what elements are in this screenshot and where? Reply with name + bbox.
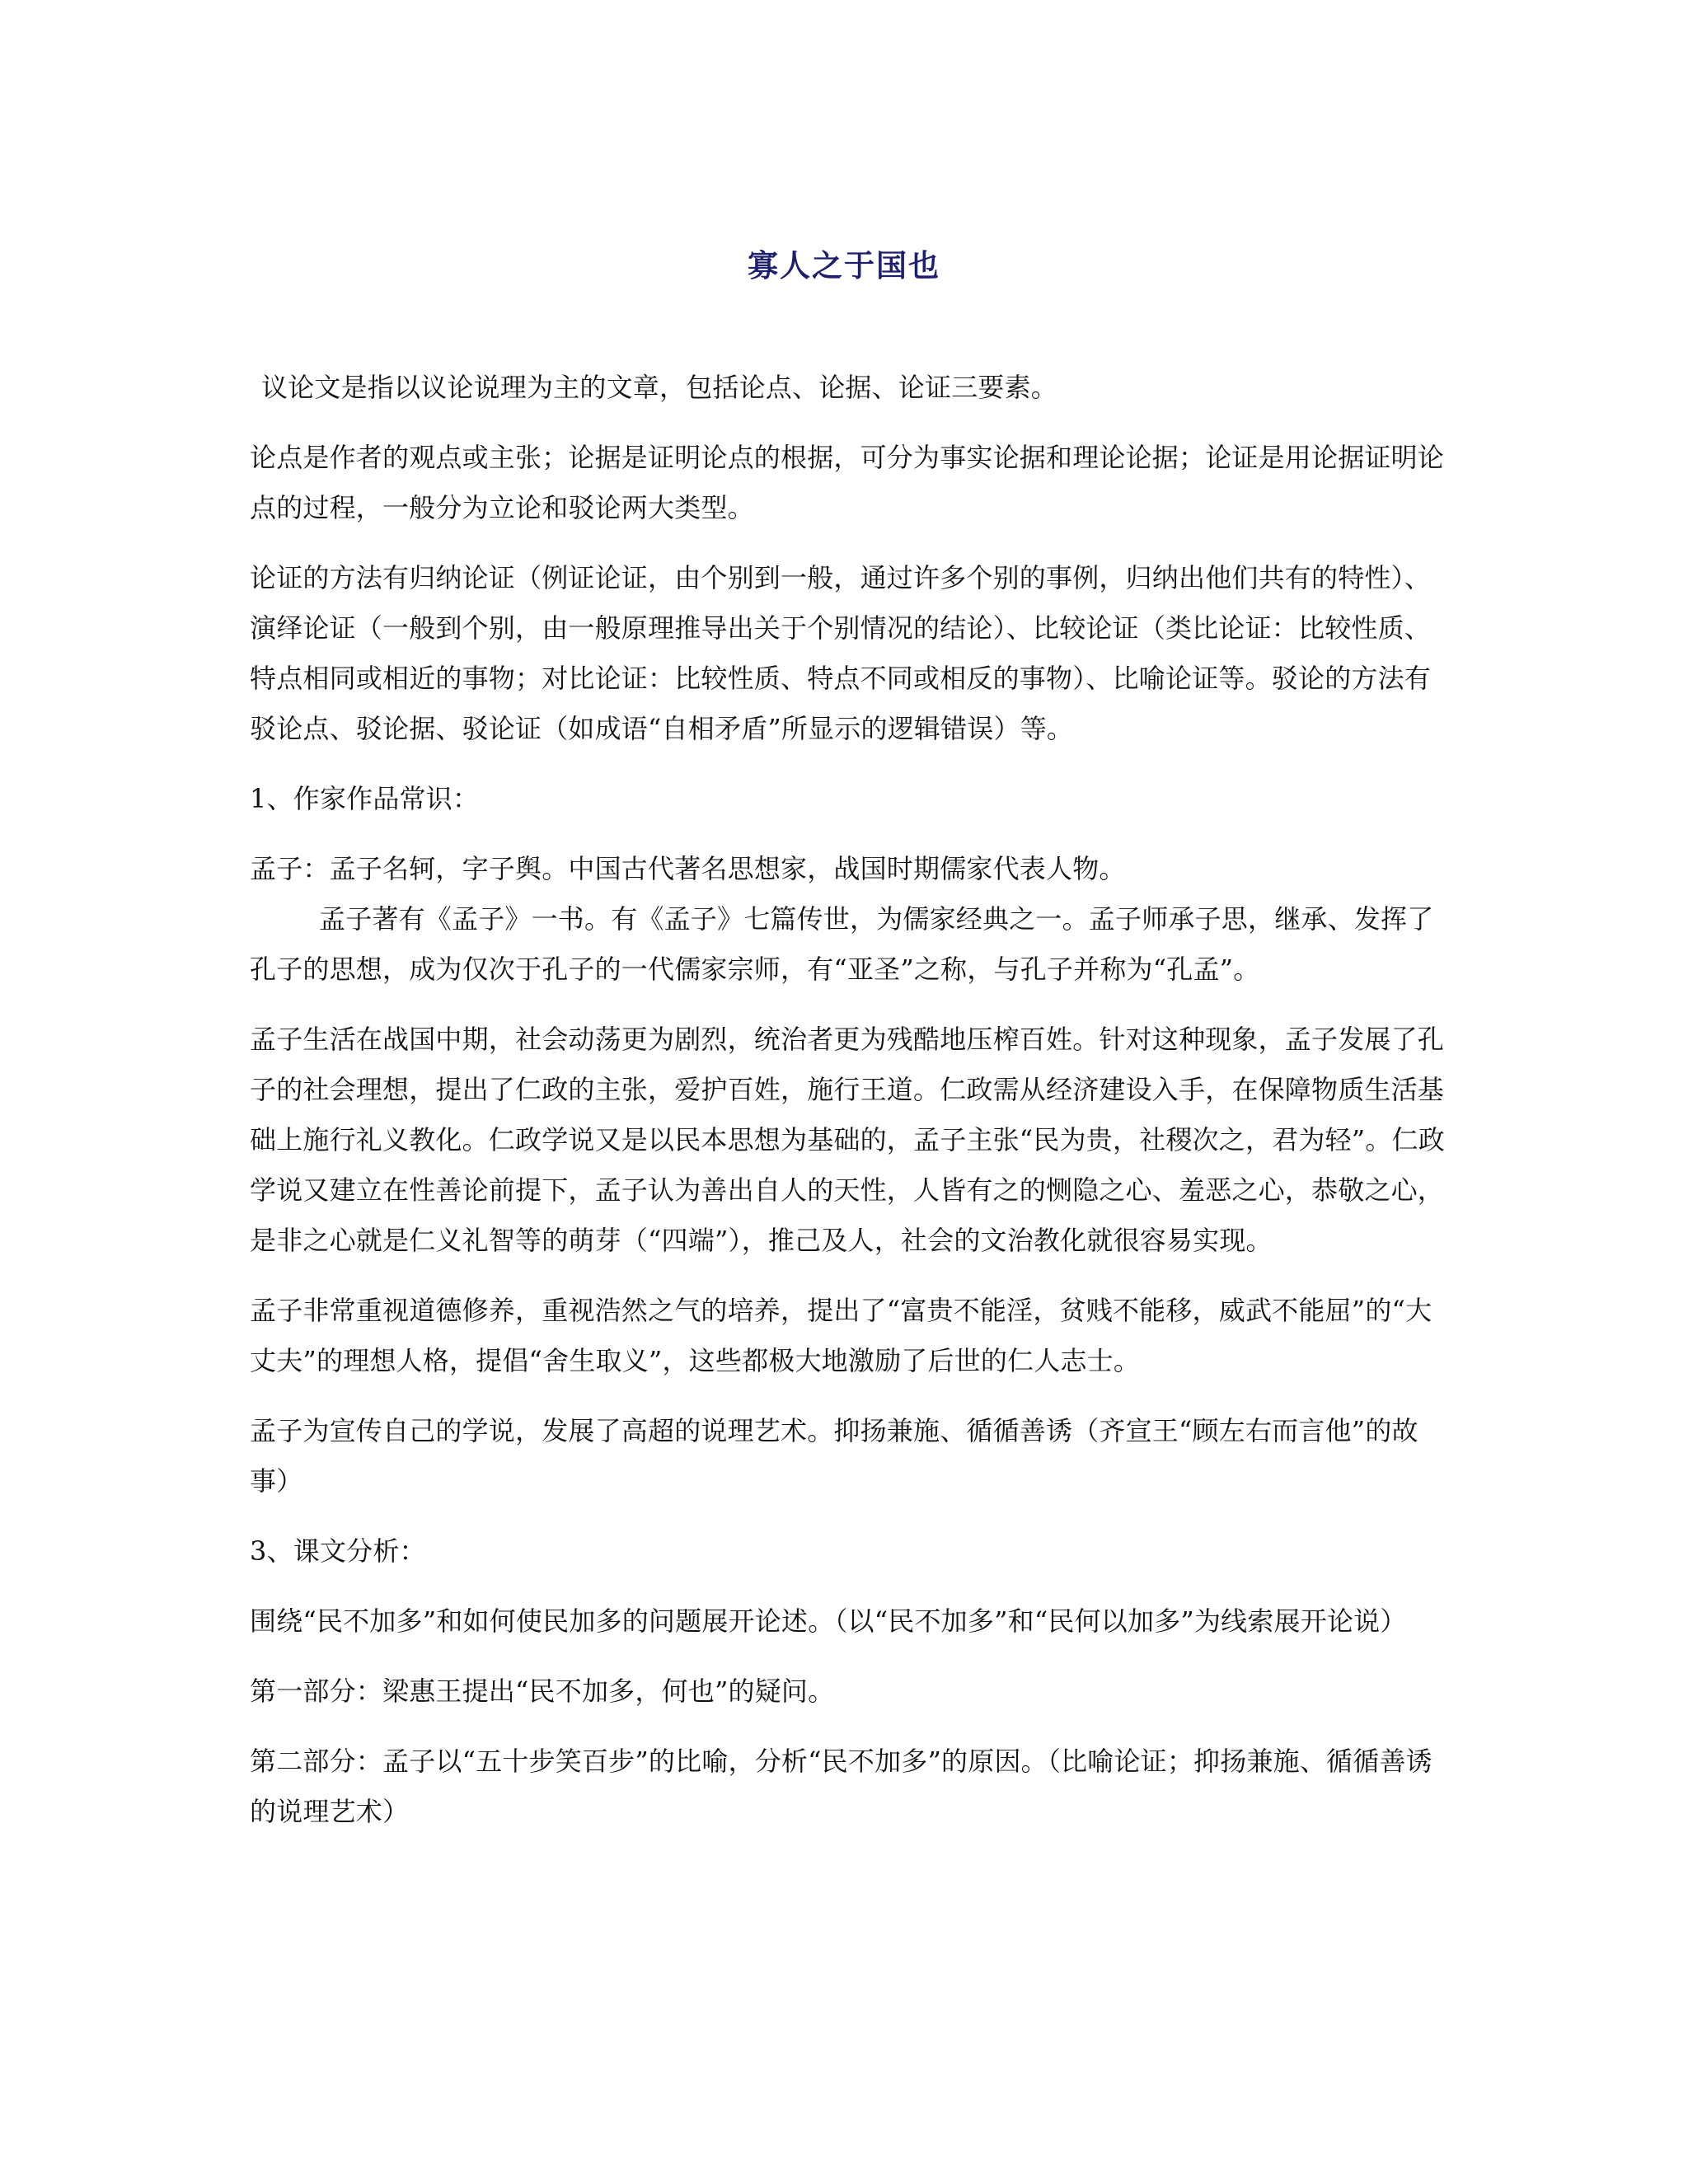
paragraph-argument-elements: 论点是作者的观点或主张；论据是证明论点的根据，可分为事实论据和理论论据；论证是用论据证明论点的过程，一般分为立论和驳论两大类型。 [250, 442, 1445, 523]
paragraph-benevolent-rule: 孟子生活在战国中期，社会动荡更为剧烈，统治者更为残酷地压榨百姓。针对这种现象，孟子发展了孔子的社会理想，提出了仁政的主张，爱护百姓，施行王道。仁政需从经济建设入手，在保障物质生活基础上施行礼义教化。仁政学说又是以民本思想为基础的，孟子主张“民为贵，社稷次之，君为轻”。仁政学说又建立在性善论前提下，孟子认为善出自人的天性，人皆有之的恻隐之心、羞恶之心，恭敬之心，是非之心就是仁义礼智等的萌芽（“四端”），推己及人，社会的文治教化就很容易实现。 [250, 1024, 1445, 1256]
paragraph-mencius-name: 孟子：孟子名轲，字子舆。中国古代著名思想家，战国时期儒家代表人物。 [250, 853, 1126, 884]
paragraph-argument-methods: 论证的方法有归纳论证（例证论证，由个别到一般，通过许多个别的事例，归纳出他们共有的特性）、演绎论证（一般到个别，由一般原理推导出关于个别情况的结论）、比较论证（类比论证：比较性质、特点相同或相近的事物；对比论证：比较性质、特点不同或相反的事物）、比喻论证等。驳论的方法有驳论点、驳论据、驳论证（如成语“自相矛盾”所显示的逻辑错误）等。 [250, 562, 1432, 744]
paragraph-moral-cultivation: 孟子非常重视道德修养，重视浩然之气的培养，提出了“富贵不能淫，贫贱不能移，威武不能屈”的“大丈夫”的理想人格，提倡“舍生取义”，这些都极大地激励了后世的仁人志士。 [250, 1295, 1432, 1376]
paragraph-mencius-book: 孟子著有《孟子》一书。有《孟子》七篇传世，为儒家经典之一。孟子师承子思，继承、发挥了孔子的思想，成为仅次于孔子的一代儒家宗师，有“亚圣”之称，与孔子并称为“孔孟”。 [250, 903, 1434, 985]
paragraph-part-one: 第一部分：梁惠王提出“民不加多，何也”的疑问。 [250, 1675, 835, 1707]
document-title: 寡人之于国也 [748, 248, 940, 284]
section-heading-analysis: 3、课文分析： [250, 1535, 426, 1567]
paragraph-rhetoric: 孟子为宣传自己的学说，发展了高超的说理艺术。抑扬兼施、循循善诱（齐宣王“顾左右而言他”的故事） [250, 1415, 1418, 1497]
paragraph-part-two: 第二部分：孟子以“五十步笑百步”的比喻，分析“民不加多”的原因。（比喻论证；抑扬兼施、循循善诱的说理艺术） [250, 1746, 1432, 1827]
paragraph-intro: 议论文是指以议论说理为主的文章，包括论点、论据、论证三要素。 [261, 372, 1058, 403]
document-body [250, 363, 1445, 1837]
paragraph-theme: 围绕“民不加多”和如何使民加多的问题展开论述。（以“民不加多”和“民何以加多”为线索展开论说） [250, 1605, 1407, 1637]
section-heading-author: 1、作家作品常识： [250, 783, 480, 814]
